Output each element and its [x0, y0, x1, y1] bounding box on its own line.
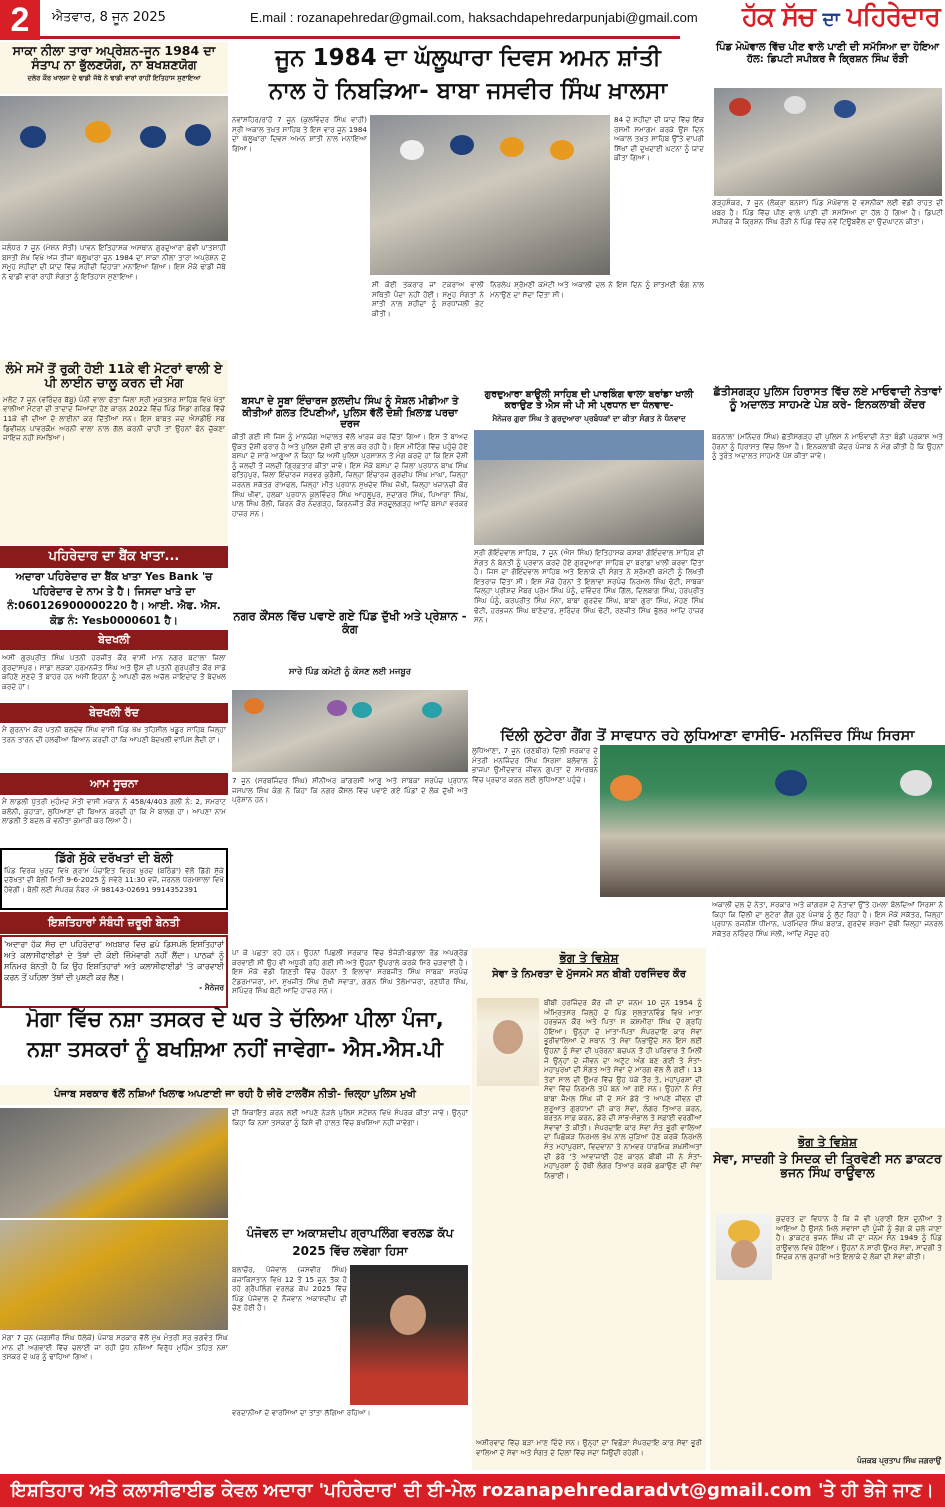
- notice-text: ਅਸੀਂ ਗੁਰਪ੍ਰੀਤ ਸਿੰਘ ਪਤਨੀ ਹਰਜੀਤ ਕੌਰ ਵਾਸੀ ਮਾਨ ਨਗਰ ਬਟਾਲਾ ਜਿਲਾ ਗੁਰਦਾਸਪੁਰ। ਸਾਡਾ ਲੜਕਾ ਹਰਮਨਜੋਤ ਸਿੰਘ ਅਤੇ ਉਸ ਦੀ ਪਤਨੀ ਗੁਰਪ੍ਰੀਤ ਕੌਰ ਸਾਡੇ ਕਹਿਣੇ ਸੁਣਦੇ ਤੋਂ ਬਾਹਰ ਹਨ ਅਸੀਂ ਇਹਨਾਂ ਨੂੰ ਆਪਣੀ ਚੱਲ ਅਚੱਲ ਜਾਇਦਾਦ ਤੋਂ ਬੇਦਖਲ ਕਰਦੇ ਹਾਂ।: [2, 653, 226, 691]
- photo-police-jcb: [0, 1220, 228, 1330]
- bhog-body-end: ਅਸ਼ੀਰਵਾਦ ਵਿੱਚ ਬੜਾ ਮਾਣ ਦਿੰਦੇ ਸਨ। ਉਨ੍ਹਾਂ ਦਾ ਵਿਛੋੜਾ ਸੰਪਰਦਾਇ ਕਾਰ ਸੇਵਾ ਭੂਰੀ ਵਾਲਿਆਂ ਦੇ ਸੇਵਾ ਅਤੇ ਸੰਗਤ ਦੇ ਦਿਲਾਂ ਵਿੱਚ ਸਦਾ ਜਿਉਂਦੀ ਰਹੇਗੀ।: [476, 1438, 702, 1457]
- bhog-body: ਬੀਬੀ ਹਰਜਿੰਦਰ ਕੌਰ ਜੀ ਦਾ ਜਨਮ 10 ਜੂਨ 1954 ਨੂੰ ਅੰਮ੍ਰਿਤਸਰ ਜ਼ਿਲ੍ਹੇ ਦੇ ਪਿੰਡ ਸੁਲਤਾਨਵਿੰਡ ਵਿਖੇ ਮਾਤਾ ਹਰਭਜਨ ਕੌਰ ਅਤੇ ਪਿਤਾ ਸ ਕਸ਼ਮੀਰਾ ਸਿੰਘ ਦੇ ਗ੍ਰਹਿ ਹੋਇਆ। ਉਨ੍ਹਾਂ ਦੇ ਮਾਤਾ-ਪਿਤਾ ਸੰਪਰਦਾਇ ਕਾਰ ਸੇਵਾ ਭੂਰੀਵਾਲਿਆਂ ਦੇ ਸਥਾਨ 'ਤੇ ਸੇਵਾ ਨਿਭਾਉਂਦੇ ਸਨ ਇਸ ਲਈ ਉਹਨਾਂ ਨੂੰ ਸੇਵਾ ਦੀ ਪ੍ਰੇਰਨਾ ਬਚਪਨ ਤੋਂ ਹੀ ਪਰਿਵਾਰ ਤੋਂ ਮਿਲੀ ਜੋ ਉਨ੍ਹਾਂ ਦੇ ਜੀਵਨ ਦਾ ਅਟੁੱਟ ਅੰਗ ਬਣ ਗਈ ਤੇ ਸੰਤਾਂ-ਮਹਾਪੁਰਖਾਂ ਦੀ ਸੰਗਤ ਅਤੇ ਸੇਵਾ ਦੇ ਮਾਰਗ ਵੱਲ ਲੈ ਗਈ। 13 ਤੇਰਾਂ ਸਾਲ ਦੀ ਉਮਰ ਵਿੱਚ ਉਹ ਪੱਕੇ ਤੌਰ ਤੇ, ਮਹਾਂਪੁਰਸ਼ਾਂ ਦੀ ਸੇਵਾ ਵਿੱਚ ਨਿਰਮਲੇ ਤਪੋ ਬਨ ਆ ਗਏ ਸਨ। ਉਹਨਾਂ ਨੇ ਸੰਤ ਬਾਬਾ ਜੈਮਲ ਸਿੰਘ ਜੀ ਦੇ ਸਮੇਂ ਡੇਰੇ 'ਤੇ ਆਪਣੇ ਜੀਵਨ ਦੀ ਸ਼ੁਰੂਆਤ ਗੁਰਧਾਮਾਂ ਦੀ ਕਾਰ ਸੇਵਾ, ਲੰਗਰ ਤਿਆਰ ਕਰਨ, ਬਰਤਨ ਸਾਫ਼ ਕਰਨ, ਡੇਰੇ ਦੀ ਸਾਂਭ-ਸੰਭਾਲ ਤੇ ਸਫ਼ਾਈ ਵਰਗੀਆਂ ਸੇਵਾਵਾਂ ਤੋਂ ਕੀਤੀ। ਸੰਪਰਦਾਇ ਕਾਰ ਸੇਵਾ ਸੰਤ ਭੂਰੀ ਵਾਲਿਆਂ ਦਾ ਪਿਛੋਕੜ ਨਿਰਮਲ ਭੇਖ ਨਾਲ ਜੁੜਿਆ ਹੋਣ ਕਰਕੇ ਨਿਰਮਲੇ ਸੰਤ ਮਹਾਂਪੁਰਸ਼ਾਂ, ਵਿਦਵਾਨਾਂ ਤੇ ਨਾਮਵਰ ਧਾਰਮਿਕ ਸ਼ਖ਼ਸੀਅਤਾਂ ਦੀ ਡੇਰੇ 'ਤੇ ਆਵਾਜਾਈ ਹੋਣ ਕਾਰਨ ਬੀਬੀ ਜੀ ਨੇ ਸੰਤਾਂ-ਮਹਾਂਪੁਰਸ਼ਾਂ ਨੂੰ ਹੱਥੀਂ ਲੰਗਰ ਤਿਆਰ ਕਰਕੇ ਛਕਾਉਣ ਦੀ ਸੇਵਾ ਨਿਭਾਈ।: [544, 998, 702, 1180]
- lead-body: ਨਿਰਲੇਪ ਸ਼੍ਰੋਮਣੀ ਕਮੇਟੀ ਅਤੇ ਅਕਾਲੀ ਦਲ ਨੇ ਇਸ ਦਿਨ ਨੂੰ ਸ਼ਾਂਤਮਈ ਢੰਗ ਨਾਲ ਮਨਾਉਣ ਦਾ ਸੱਦਾ ਦਿੱਤਾ ਸੀ।: [490, 280, 704, 299]
- article-motor-line: [0, 360, 228, 545]
- photo-bhajan-singh: [716, 1214, 772, 1280]
- grappling-body: ਵਰਦਾਨੀਆਂ ਦੇ ਵਾਰਸਿਆਂ ਦਾ ਤਾਂਤਾ ਲੱਗਿਆ ਰਹਿਆ।: [232, 1408, 371, 1417]
- bsp-body: ਕੀਤੀ ਗਈ ਸੀ ਜਿਸ ਨੂੰ ਮਾਨਯੋਗ ਅਦਾਲਤ ਵੱਲੋਂ ਖਾਰਜ ਕਰ ਦਿੱਤਾ ਗਿਆ। ਇਸ ਤੋਂ ਬਾਅਦ ਉਕਤ ਦੋਸ਼ੀ ਫਰਾਰ ਹੈ ਅਤੇ ਪੁਲਿਸ ਦੋਸ਼ੀ ਦੀ ਭਾਲ ਕਰ ਰਹੀ ਹੈ। ਇਸ ਮੀਟਿੰਗ ਵਿੱਚ ਪਹੁੰਚੇ ਹੋਏ ਬਸਪਾ ਦੇ ਸਾਰੇ ਆਗੂਆਂ ਨੇ ਕਿਹਾ ਕਿ ਅਸੀਂ ਪੁਲਿਸ ਪ੍ਰਸਾਸ਼ਨ ਤੋਂ ਮੰਗ ਕਰਦੇ ਹਾਂ ਕਿ ਇਸ ਦੋਸ਼ੀ ਨੂੰ ਜਲਦੀ ਤੋਂ ਜਲਦੀ ਗ੍ਰਿਫ਼ਤਾਰ ਕੀਤਾ ਜਾਵੇ। ਇਸ ਮੌਕੇ ਬਸਪਾ ਦੇ ਜ਼ਿਲਾ ਪ੍ਰਧਾਨ ਬਾਘ ਸਿੰਘ ਫਤਿਹਪੁਰ, ਜ਼ਿਲਾ ਇੰਚਾਰਜ ਸਰਵਰ ਕੁਰੈਸ਼ੀ, ਜ਼ਿਲ੍ਹਾ ਇੰਚਾਰਜ ਗੁਰਦੀਪ ਸਿੰਘ ਮਾਘਾ, ਜ਼ਿਲ੍ਹਾ ਜਰਨਲ ਸਕੱਤਰ ਰਾਮਫਲ, ਜ਼ਿਲ੍ਹਾ ਮੀਤ ਪ੍ਰਧਾਨ ਸੁਖਦੇਵ ਸਿੰਘ ਜ਼ੋਖੀ, ਜ਼ਿਲ੍ਹਾ ਖਜ਼ਾਨਚੀ ਕੌਰ ਸਿੰਘ ਖੀਵਾ, ਹਲਕਾ ਪ੍ਰਧਾਨ ਕੁਲਵਿੰਦਰ ਸਿੰਘ ਆਹਲੂਪੁਰ, ਸੁਦਾਗਰ ਸਿੰਘ, ਪਿਆਰਾ ਸਿੰਘ, ਪਾਲ ਸਿੰਘ ਰੌਲੀ, ਕਿਰਨ ਕੌਰ ਨੰਦਗੜ੍ਹ, ਕਿਰਨਜੀਤ ਕੌਰ ਸਰਦੂਲਗੜ੍ਹ ਆਦਿ ਬਸਪਾ ਵਰਕਰ ਹਾਜ਼ਰ ਸਨ।: [232, 432, 468, 518]
- footer-ad-notice: ਇਸ਼ਤਿਹਾਰ ਅਤੇ ਕਲਾਸੀਫਾਈਡ ਕੇਵਲ ਅਦਾਰਾ 'ਪਹਿਰੇਦਾਰ' ਦੀ ਈ-ਮੇਲ rozanapehredaradvt@gmail.com 'ਤੇ ਹੀ ਭੇਜੇ ਜਾਣ।: [0, 1474, 945, 1507]
- bhog-feature-bhajan-singh: [710, 1128, 945, 1470]
- header-rule: [40, 36, 680, 39]
- chhattisgarh-body: ਬਰਨਾਲਾ (ਮਨਿੰਦਰ ਸਿੰਘ) ਛੱਤੀਸਗੜ੍ਹ ਦੀ ਪੁਲਿਸ ਨੇ ਮਾਓਵਾਦੀ ਨੇਤਾ ਬੰਡੀ ਪ੍ਰਕਾਸ਼ ਅਤੇ ਹੋਰਨਾਂ ਨੂੰ ਹਿਰਾਸਤ ਵਿੱਚ ਲਿਆ ਹੈ। ਇਨਕਲਾਬੀ ਕੇਂਦਰ ਪੰਜਾਬ ਨੇ ਮੰਗ ਕੀਤੀ ਹੈ ਕਿ ਉਹਨਾਂ ਨੂੰ ਤੁਰੰਤ ਅਦਾਲਤ ਸਾਹਮਣੇ ਪੇਸ਼ ਕੀਤਾ ਜਾਵੇ।: [712, 432, 943, 461]
- lead-headline: [232, 42, 704, 108]
- bank-details: ਅਦਾਰਾ ਪਹਿਰੇਦਾਰ ਦਾ ਬੈਂਕ ਖਾਤਾ Yes Bank 'ਚ ਪਹਿਰੇਦਾਰ ਦੇ ਨਾਮ ਤੇ ਹੈ। ਜਿਸਦਾ ਖਾਤੇ ਦਾ ਨੰ:060126900000220 ਹੈ। ਆਈ. ਐਫ. ਐਸ. ਕੋਡ ਨੰ: Yesb0000601 ਹੈ।: [0, 569, 228, 630]
- auction-notice: [0, 848, 228, 910]
- moga-subheadline: ਪੰਜਾਬ ਸਰਕਾਰ ਵੱਲੋਂ ਨਸ਼ਿਆਂ ਖਿਲਾਫ ਅਪਣਾਈ ਜਾ ਰਹੀ ਹੈ ਜ਼ੀਰੋ ਟਾਲਰੈਂਸ ਨੀਤੀ- ਜ਼ਿਲ੍ਹਾ ਪੁਲਿਸ ਮੁਖੀ: [0, 1085, 470, 1105]
- kang-subheadline: ਸਾਰੇ ਪਿੰਡ ਕਮੇਟੀ ਨੂੰ ਕੋਸਣ ਲਈ ਮਜਬੂਰ: [288, 667, 412, 677]
- gurdwara-headline: ਗੁਰਦੁਆਰਾ ਬਾਉਲੀ ਸਾਹਿਬ ਦੀ ਪਾਰਕਿੰਗ ਵਾਲਾ ਬਰਾਂਡਾ ਖਾਲੀ ਕਰਾਉਣ ਤੇ ਐਸ ਜੀ ਪੀ ਸੀ ਪ੍ਰਧਾਨ ਦਾ ਧੰਨਵਾਦ-: [484, 389, 694, 411]
- previous-article-body: ਪਾ ਕੇ ਪਛਤਾ ਰਹੇ ਹਨ। ਉਹਨਾਂ ਪਿਛਲੀ ਸਰਕਾਰ ਵਿੱਚ ਝੰਜੇੜੀ-ਬਡਾਲਾ ਰੋਡ ਅਪਗ੍ਰੇਡ ਕਰਵਾਈ ਸੀ ਉਹ ਵੀ ਅਧੂਰੀ ਰਹਿ ਗਈ ਸੀ ਅਤੇ ਉਹਨਾਂ ਉਪਰਾਲੇ ਕਰਕੇ ਸਿਰੇ ਚੜਵਾਈ ਹੈ। ਇਸ ਮੌਕੇ ਵੱਡੀ ਗਿਣਤੀ ਵਿੱਚ ਹੋਰਨਾਂ ਤੋਂ ਇਲਾਵਾ ਸਰਬਜੀਤ ਸਿੰਘ ਸਾਬਕਾ ਸਰਪੰਚ ਟੋਡਰਮਾਜਰਾ, ਮਾ. ਸੁਖਜੀਤ ਸਿੰਘ ਸੁੱਖੀ ਸਵਾੜਾ, ਗਗਨ ਸਿੰਘ ਤੋਲੇਮਾਜਰਾ, ਰਣਧੀਰ ਸਿੰਘ, ਸਪਿੰਦਰ ਸਿੰਘ ਬੱਟੀ ਆਦਿ ਹਾਜ਼ਰ ਸਨ।: [232, 948, 468, 996]
- ads-disclaimer: [0, 935, 228, 1008]
- kang-body: 7 ਜੂਨ (ਸਰਬਜਿੰਦਰ ਸਿੰਘ) ਸੀਨੀਅਰ ਕਾਂਗਰਸੀ ਆਗੂ ਅਤੇ ਸਾਬਕਾ ਸਰਪੰਚ ਪ੍ਰਧਾਨ ਜਸਪਾਲ ਸਿੰਘ ਕੰਗ ਨੇ ਕਿਹਾ ਕਿ ਨਗਰ ਕੌਂਸਲ ਵਿੱਚ ਪਵਾਏ ਗਏ ਪਿੰਡਾਂ ਦੇ ਲੋਕ ਦੁੱਖੀ ਅਤੇ ਪ੍ਰੇਸ਼ਾਨ ਹਨ।: [232, 776, 468, 805]
- moga-body: ਦੀ ਸ਼ਿਕਾਇਤ ਕਰਨ ਲਈ ਆਪਣੇ ਨੇੜਲੇ ਪੁਲਿਸ ਸਟੇਸ਼ਨ ਵਿਖੇ ਸੰਪਰਕ ਕੀਤਾ ਜਾਵੇ। ਉਨ੍ਹਾਂ ਕਿਹਾ ਕਿ ਨਸ਼ਾ ਤਸਕਰਾਂ ਨੂੰ ਕਿਸੇ ਵੀ ਹਾਲਤ ਵਿੱਚ ਬਖਸ਼ਿਆ ਨਹੀਂ ਜਾਵੇਗਾ।: [232, 1108, 468, 1127]
- bhog-headline: ਸੇਵਾ ਤੇ ਨਿਮਰਤਾ ਦੇ ਮੁੱਜਸਮੇ ਸਨ ਬੀਬੀ ਹਰਜਿੰਦਰ ਕੌਰ: [492, 968, 686, 980]
- disclaimer-text: 'ਅਦਾਰਾ ਹੱਕ ਸੱਚ ਦਾ ਪਹਿਰੇਦਾਰ' ਅਖ਼ਬਾਰ ਵਿਚ ਛਪੇ ਡਿਸਪਲੇ ਇਸ਼ਤਿਹਾਰਾਂ ਅਤੇ ਕਲਾਸੀਫਾਈਡਾਂ ਦੇ ਤੱਥਾਂ ਦੀ ਕੋਈ ਜ਼ਿੰਮੇਵਾਰੀ ਨਹੀਂ ਲੈਂਦਾ। ਪਾਠਕਾਂ ਨੂੰ ਸਨਿਮਰ ਬੇਨਤੀ ਹੈ ਕਿ ਉਹ ਇਸ਼ਤਿਹਾਰਾਂ ਅਤੇ ਕਲਾਸੀਫਾਈਡਾਂ 'ਤੇ ਕਾਰਵਾਈ ਕਰਨ ਤੋਂ ਪਹਿਲਾ ਤੱਥਾਂ ਦੀ ਪੁਸ਼ਟੀ ਕਰ ਲੈਣ।: [4, 940, 224, 982]
- delhi-body-continued: ਅਕਾਲੀ ਦਲ ਦੇ ਨੇਤਾ, ਸਰਕਾਰ ਅਤੇ ਕਾਂਗਰਸ ਦੇ ਨੇਤਾਵਾਂ ਉੱਤੇ ਹਮਲਾ ਬੋਲਦਿਆਂ ਸਿਰਸਾ ਨੇ ਕਿਹਾ ਕਿ ਦਿੱਲੀ ਦਾ ਲੁਟੇਰਾ ਗੈਂਗ ਹੁਣ ਪੰਜਾਬ ਨੂੰ ਲੁੱਟ ਰਿਹਾ ਹੈ। ਇਸ ਮੌਕੇ ਸਕੱਤਰ, ਜ਼ਿਲ੍ਹਾ ਪ੍ਰਧਾਨ ਰਜਨੀਸ਼ ਧੀਮਾਨ, ਪਰਮਿੰਦਰ ਸਿੰਘ ਬਰਾੜ, ਗੁਰਦੇਵ ਸ਼ਰਮਾ ਦੇਬੀ ਜ਼ਿਲ੍ਹਾ ਜਨਰਲ ਸਕੱਤਰ ਨਰਿੰਦਰ ਸਿੰਘ ਮੱਲੀ, ਆਦਿ ਮੌਜੂਦ ਰਹੇ: [712, 900, 943, 938]
- bhog-body: ਕੁਦਰਤ ਦਾ ਵਿਧਾਨ ਹੈ ਕਿ ਜੋ ਵੀ ਪ੍ਰਾਣੀ ਇਸ ਦੁਨੀਆਂ ਤੇ ਆਇਆ ਹੈ ਉਸਨੇ ਮਿਲੇ ਸਵਾਸਾਂ ਦੀ ਪੂੰਜੀ ਨੂੰ ਭੋਗ ਕੇ ਚਲੇ ਜਾਣਾ ਹੈ। ਡਾਕਟਰ ਭਜਨ ਸਿੰਘ ਜੀ ਦਾ ਜਨਮ ਸੰਨ 1949 ਨੂੰ ਪਿੰਡ ਰਾਊਵਾਲ ਵਿਖੇ ਹੋਇਆ। ਉਹਨਾਂ ਨੇ ਸਾਰੀ ਉਮਰ ਸੇਵਾ, ਸਾਦਗੀ ਤੇ ਸਿਦਕ ਨਾਲ ਗੁਜ਼ਾਰੀ ਅਤੇ ਇਲਾਕੇ ਦੇ ਲੋਕਾਂ ਦੀ ਸੇਵਾ ਕੀਤੀ।: [776, 1214, 942, 1262]
- bhog-headline: ਸੇਵਾ, ਸਾਦਗੀ ਤੇ ਸਿਦਕ ਦੀ ਤ੍ਰਿਵੇਣੀ ਸਨ ਡਾਕਟਰ ਭਜਨ ਸਿੰਘ ਰਾਊਵਾਲ: [713, 1150, 942, 1181]
- photo-saka-event: [0, 96, 228, 241]
- masthead-logo: ਹੱਕ ਸੱਚ ਦਾ ਪਹਿਰੇਦਾਰ: [742, 2, 940, 32]
- moga-body: ਮੋਗਾ 7 ਜੂਨ (ਜਗਸੀਰ ਸਿੰਘ ਧੱਲੇਕੇ) ਪੰਜਾਬ ਸਰਕਾਰ ਵੱਲੋਂ ਮੁੱਖ ਮੰਤਰੀ ਸ੍ਰ ਭਗਵੰਤ ਸਿੰਘ ਮਾਨ ਦੀ ਅਗਵਾਈ ਵਿੱਚ ਚਲਾਈ ਜਾ ਰਹੀ ਯੁੱਧ ਨਸ਼ਿਆਂ ਵਿਰੁੱਧ ਮੁਹਿੰਮ ਤਹਿਤ ਨਸ਼ਾ ਤਸਕਰ ਦੇ ਘਰ ਨੂੰ ਢਾਹਿਆ ਗਿਆ।: [2, 1333, 228, 1362]
- disclaimer-sign: - ਮੈਨੇਜਰ: [199, 983, 224, 992]
- gurdwara-subheadline: ਮੈਨੇਜਰ ਗੁਰਾ ਸਿੰਘ ਤੇ ਗੁਰਦੁਆਰਾ ਪ੍ਰਬੰਧਕਾਂ ਦਾ ਕੀਤਾ ਸੰਗਤ ਨੇ ਧੰਨਵਾਦ: [492, 414, 686, 423]
- delhi-body: ਲੁਧਿਆਣਾ, 7 ਜੂਨ (ਰਣਬੀਰ) ਦਿੱਲੀ ਸਰਕਾਰ ਦੇ ਮੰਤਰੀ ਮਨਜਿੰਦਰ ਸਿੰਘ ਸਿਰਸਾ ਬਲੋਵਾਲ ਨੂੰ ਭਾਜਪਾ ਉਮੀਦਵਾਰ ਜੀਵਨ ਗੁਪਤਾ ਦੇ ਸਮਰਥਨ ਵਿੱਚ ਪ੍ਰਚਾਰ ਕਰਨ ਲਈ ਲੁਧਿਆਣਾ ਪਹੁੰਚੇ।: [472, 746, 598, 784]
- photo-gurdwara-sangat: [474, 430, 704, 545]
- chhattisgarh-headline: ਛੱਤੀਸਗੜ੍ਹ ਪੁਲਿਸ ਹਿਰਾਸਤ ਵਿੱਚ ਲਏ ਮਾਓਵਾਦੀ ਨੇਤਾਵਾਂ ਨੂੰ ਅਦਾਲਤ ਸਾਹਮਣੇ ਪੇਸ਼ ਕਰੇ- ਇਨਕਲਾਬੀ ਕੇਂਦਰ: [713, 385, 942, 411]
- bhog-kicker: ਭੋਗ ਤੇ ਵਿਸ਼ੇਸ਼: [559, 951, 619, 965]
- header-email: E.mail : rozanapehredar@gmail.com, haksachdapehredarpunjabi@gmail.com: [250, 10, 698, 25]
- photo-demolition: [0, 1108, 228, 1218]
- issue-date: ਐਤਵਾਰ, 8 ਜੂਨ 2025: [52, 10, 166, 25]
- headline: ਸਾਕਾ ਨੀਲਾ ਤਾਰਾ ਅਪ੍ਰੇਸ਼ਨ-ਜੂਨ 1984 ਦਾ ਸੰਤਾਪ ਨਾ ਭੁੱਲਣਯੋਗ, ਨਾ ਬਖਸ਼ਣਯੋਗ: [12, 43, 216, 73]
- notice-text: ਮੈਂ ਲਾਡਲੀ ਪੁੱਤਰੀ ਮੁਹੰਮਦ ਮੋਤੀ ਵਾਸੀ ਮਕਾਨ ਨੰ 458/4/403 ਗਲੀ ਨੰ: 2, ਸਮਰਾਟ ਕਲੋਨੀ, ਕੁਹਾੜਾ, ਲੁਧਿਆਣਾ ਦੀ ਬਿਆਨ ਕਰਦੀ ਹਾਂ ਕਿ ਮੈਂ ਬਾਲਗ ਹਾਂ। ਆਪਣਾ ਨਾਮ ਲਾਡਲੀ ਤੋਂ ਬਦਲ ਕੇ ਵਨੀਤਾ ਕੁਮਾਰੀ ਕਰ ਲਿਆ ਹੈ।: [2, 797, 226, 826]
- moga-headline-line2: ਨਸ਼ਾ ਤਸਕਰਾਂ ਨੂੰ ਬਖਸ਼ਿਆ ਨਹੀਂ ਜਾਵੇਗਾ- ਐਸ.ਐਸ.ਪੀ: [27, 1037, 443, 1061]
- moga-headline: [0, 1004, 470, 1064]
- lead-headline-line1: ਜੂਨ 1984 ਦਾ ਘੱਲੂਘਾਰਾ ਦਿਵਸ ਅਮਨ ਸ਼ਾਂਤੀ: [275, 45, 661, 71]
- bhog-kicker: ਭੋਗ ਤੇ ਵਿਸ਼ੇਸ਼: [797, 1135, 858, 1149]
- page-number: 2: [0, 0, 40, 40]
- auction-heading: ਡਿੱਗੇ ਸੁੱਕੇ ਦਰੱਖਤਾਂ ਦੀ ਬੋਲੀ: [55, 851, 173, 865]
- gurdwara-body: ਸ੍ਰੀ ਗੋਇੰਦਵਾਲ ਸਾਹਿਬ, 7 ਜੂਨ (ਐਸ ਸਿੰਘ) ਇਤਿਹਾਸਕ ਕਸਬਾ ਗੋਇੰਦਵਾਲ ਸਾਹਿਬ ਦੀ ਸੰਗਤ ਨੇ ਬੇਨਤੀ ਨੂੰ ਪ੍ਰਵਾਨ ਕਰਦੇ ਹੋਏ ਗੁਰਦੁਆਰਾ ਸਾਹਿਬ ਦਾ ਬਰਾਂਡਾ ਖਾਲੀ ਕਰਵਾ ਦਿੱਤਾ ਹੈ। ਜਿਸ ਦਾ ਗੋਇੰਦਵਾਲ ਸਾਹਿਬ ਅਤੇ ਇਲਾਕੇ ਦੀ ਸੰਗਤ ਨੇ ਸ਼੍ਰੋਮਣੀ ਕਮੇਟੀ ਨੂੰ ਲਿਖਤੀ ਇਤਰਾਜ਼ ਦਿੱਤਾ ਸੀ। ਇਸ ਮੌਕੇ ਹੋਰਨਾਂ ਤੋਂ ਇਲਾਵਾ ਸਰਪੰਚ ਨਿਰਮਲ ਸਿੰਘ ਢੋਟੀ, ਸਾਬਕਾ ਜ਼ਿਲ੍ਹਾ ਪ੍ਰੀਸ਼ਦ ਮੈਂਬਰ ਪ੍ਰੇਮ ਸਿੰਘ ਪੰਨੂੰ, ਦਵਿੰਦਰ ਸਿੰਘ ਗਿੱਲ, ਦਿਲਬਾਗ ਸਿੰਘ, ਹਰਪ੍ਰੀਤ ਸਿੰਘ ਪੰਨੂੰ, ਕਰਪ੍ਰੀਤ ਸਿੰਘ ਮੇਨਾ, ਬਾਬਾ ਗੁਰਦੇਵ ਸਿੰਘ, ਬਾਬਾ ਗੁਰਾ ਸਿੰਘ, ਮੋਹਣ ਸਿੰਘ ਢੋਟੀ, ਹਰਭਜਨ ਸਿੰਘ ਥਾਣੇਦਾਰ, ਸੁਰਿੰਦਰ ਸਿੰਘ ਢੋਟੀ, ਰਣਜੀਤ ਸਿੰਘ ਭੁੱਲਰ ਆਦਿ ਹਾਜ਼ਰ ਸਨ।: [474, 548, 704, 625]
- bhog-feature-harjinder-kaur: [472, 948, 706, 1470]
- delhi-headline: ਦਿੱਲੀ ਲੁਟੇਰਾ ਗੈਂਗ ਤੋਂ ਸਾਵਧਾਨ ਰਹੇ ਲੁਧਿਆਣਾ ਵਾਸੀਓ- ਮਨਜਿੰਦਰ ਸਿੰਘ ਸਿਰਸਾ: [500, 728, 915, 744]
- bsp-headline: ਬਸਪਾ ਦੇ ਸੂਬਾ ਇੰਚਾਰਜ ਕੁਲਦੀਪ ਸਿੰਘ ਨੂੰ ਸੋਸ਼ਲ ਮੀਡੀਆ ਤੇ ਕੀਤੀਆਂ ਗਲਤ ਟਿੱਪਣੀਆਂ, ਪੁਲਿਸ ਵੱਲੋਂ ਦੋਸ਼ੀ ਖ਼ਿਲਾਫ਼ ਪਰਚਾ ਦਰਜ: [241, 396, 459, 430]
- article-body: ਜਲੰਧਰ 7 ਜੂਨ (ਮੇਸ਼ਨ ਸੋਤੀ) ਪਾਵਨ ਇਤਿਹਾਸਕ ਅਸਥਾਨ ਗੁਰਦੁਆਰਾ ਛੇਵੀਂ ਪਾਤਸ਼ਾਹੀ ਬਸਤੀ ਸ਼ੇਖ ਵਿਖੇ ਅੱਜ ਤੀਜਾ ਘੱਲੂਘਾਰਾ ਜੂਨ 1984 ਦਾ ਸਾਕਾ ਨੀਲਾ ਤਾਰਾ ਅਪ੍ਰੇਸ਼ਨ ਦੇ ਸਮੂਹ ਸ਼ਹੀਦਾਂ ਦੀ ਯਾਦ ਵਿੱਚ ਸ਼ਹੀਦੀ ਦਿਹਾੜਾ ਮਨਾਇਆ ਗਿਆ। ਇਸ ਮੌਕੇ ਢਾਡੀ ਜੱਥੇ ਨੇ ਢਾਡੀ ਵਾਰਾਂ ਰਾਹੀਂ ਸੰਗਤਾਂ ਨੂੰ ਇਤਿਹਾਸ ਸੁਣਾਇਆ।: [2, 243, 226, 281]
- lead-headline-line2: ਨਾਲ ਹੋ ਨਿਬੜਿਆ- ਬਾਬਾ ਜਸਵੀਰ ਸਿੰਘ ਖ਼ਾਲਸਾ: [268, 78, 668, 104]
- notice-text: ਮੈਂ ਗੁਰਨਾਮ ਕੌਰ ਪਤਨੀ ਬਲਦੇਵ ਸਿੰਘ ਵਾਸੀ ਪਿੰਡ ਖੱਖ ਤਹਿਸੀਲ ਖਡੂਰ ਸਾਹਿਬ ਜਿਲ੍ਹਾ ਤਰਨ ਤਾਰਨ ਦੀ ਹਲਫੀਆ ਬਿਆਨ ਕਰਦੀ ਹਾਂ ਕਿ ਆਪਣੀ ਬੇਦਖਲੀ ਵਾਪਿਸ ਲੈਂਦੀ ਹਾਂ।: [2, 725, 226, 744]
- photo-water-event: [714, 88, 942, 196]
- photo-harjinder-kaur: [477, 998, 539, 1086]
- grappling-headline: ਪੰਜੋਵਲ ਦਾ ਅਕਾਸ਼ਦੀਪ ਗ੍ਰਾਪਲਿੰਗ ਵਰਲਡ ਕੱਪ 2025 ਵਿੱਚ ਲਵੇਗਾ ਹਿਸਾ: [246, 1226, 454, 1258]
- lead-body: 84 ਦੇ ਸ਼ਹੀਦਾਂ ਦੀ ਯਾਦ ਵਿੱਚ ਇੱਕ ਰਸਮੀ ਸਮਾਗਮ ਕਰਕੇ ਉਸ ਦਿਨ ਅਕਾਲ ਤਖ਼ਤ ਸਾਹਿਬ ਉੱਤੇ ਵਾਪਰੀ ਸਿੱਖਾਂ ਦੀ ਦੁਖਦਾਈ ਘਟਨਾ ਨੂੰ ਯਾਦ ਕੀਤਾ ਗਿਆ।: [614, 115, 704, 163]
- moga-headline-line1: ਮੋਗਾ ਵਿੱਚ ਨਸ਼ਾ ਤਸਕਰ ਦੇ ਘਰ ਤੇ ਚੱਲਿਆ ਪੀਲਾ ਪੰਜਾ,: [26, 1007, 444, 1031]
- photo-kang-group: [232, 690, 468, 772]
- bhog-author: ਪੰਜਕਬ ਪ੍ਰਤਾਪ ਸਿੰਘ ਜਗਰਾਉਂ: [857, 1456, 941, 1465]
- kang-headline: ਨਗਰ ਕੌਂਸਲ ਵਿੱਚ ਪਵਾਏ ਗਏ ਪਿੰਡ ਦੁੱਖੀ ਅਤੇ ਪ੍ਰੇਸ਼ਾਨ - ਕੰਗ: [233, 609, 467, 637]
- water-body: ਗੜ੍ਹਸ਼ੰਕਰ, 7 ਜੂਨ (ਲੋਕ੍ਰਾ ਬਨਸ਼ਾ) ਪਿੰਡ ਮੋਘੋਵਾਲ ਦੇ ਵਸਨੀਕਾਂ ਲਈ ਵੱਡੀ ਰਾਹਤ ਦੀ ਖ਼ਬਰ ਹੈ। ਪਿੰਡ ਵਿੱਚ ਪੀਣ ਵਾਲੇ ਪਾਣੀ ਦੀ ਸਮੱਸਿਆ ਦਾ ਹੱਲ ਹੋ ਗਿਆ ਹੈ। ਡਿਪਟੀ ਸਪੀਕਰ ਜੈ ਕ੍ਰਿਸ਼ਨ ਸਿੰਘ ਰੌੜੀ ਨੇ ਪਿੰਡ ਵਿੱਚ ਨਵੇਂ ਟਿਊਬਵੈੱਲ ਦਾ ਉਦਘਾਟਨ ਕੀਤਾ।: [712, 198, 943, 227]
- subheadline: ਦਲੇਰ ਕੌਰ ਖਾਲਸਾ ਦੇ ਢਾਡੀ ਜੱਥੇ ਨੇ ਢਾਡੀ ਵਾਰਾਂ ਰਾਹੀਂ ਇਤਿਹਾਸ ਸੁਣਾਇਆ: [27, 73, 201, 82]
- lead-body: ਸੀ ਕੋਈ ਤਕਰਾਰ ਜਾਂ ਟਕਰਾਅ ਵਾਲੀ ਸਥਿਤੀ ਪੈਦਾ ਨਹੀਂ ਹੋਈ। ਸਮੂਹ ਸੰਗਤਾਂ ਨੇ ਸ਼ਾਂਤੀ ਨਾਲ ਸ਼ਹੀਦਾਂ ਨੂੰ ਸ਼ਰਧਾਂਜਲੀ ਭੇਟ ਕੀਤੀ।: [372, 280, 484, 318]
- photo-sirsa-press: [600, 745, 945, 897]
- article-body: ਮਲੋਟ 7 ਜੂਨ (ਵਰਿੰਦਰ ਬੱਬੂ) ਪੰਨੀ ਵਾਲਾ ਫੱਤਾ ਜਿਲਾ ਸ੍ਰੀ ਮੁਕਤਸਰ ਸਾਹਿਬ ਵਿਖੇ ਖੇਤਾਂ ਵਾਲੀਆਂ ਮੋਟਰਾਂ ਦੀ ਤਾਦਾਦ ਜਿਆਦਾ ਹੋਣ ਕਾਰਨ 2022 ਵਿੱਚ ਪਿੰਡ ਮਿੱਡਾ ਗਰਿਡ ਵਿੱਚੋਂ 11ਕੇ ਵੀ ਦੀਆਂ ਦੋ ਲਾਈਨਾਂ ਕਰ ਦਿੱਤੀਆਂ ਸਨ। ਇਸ ਬਾਬਤ ਜਦ ਐਸਡੀਓ ਸਬ ਡਿਵੀਜ਼ਨ ਪਾਵਰਕੌਮ ਅਰਨੀ ਵਾਲਾ ਨਾਲ ਗੱਲ ਕਰਨੀ ਚਾਹੀ ਤਾਂ ਉਹਨਾਂ ਫੋਨ ਚੁੱਕਣਾ ਜਾਇਜ਼ ਨਹੀਂ ਸਮਝਿਆ।: [3, 394, 225, 443]
- grappling-body: ਬਲਾਚੌਰ, ਪੋਜੇਵਾਲ (ਜਸਵੀਰ ਸਿੰਘ) ਕਜ਼ਾਕਿਸਤਾਨ ਵਿਖੇ 12 ਤੋਂ 15 ਜੂਨ ਤੱਕ ਹੋ ਰਹੇ ਗ੍ਰੈਪਲਿੰਗ ਵਰਲਡ ਕੱਪ 2025 ਵਿੱਚ ਪਿੰਡ ਪੋਜੇਵਾਲ ਦੇ ਨੌਜਵਾਨ ਅਕਾਸ਼ਦੀਪ ਦੀ ਚੋਣ ਹੋਈ ਹੈ।: [232, 1265, 347, 1313]
- article-saka-header: [0, 42, 228, 94]
- bank-heading: ਪਹਿਰੇਦਾਰ ਦਾ ਬੈਂਕ ਖਾਤਾ...: [0, 546, 228, 568]
- photo-akashdeep: [350, 1265, 468, 1405]
- auction-text: ਪਿੰਡ ਵਿਰਕ ਖੁਰਦ ਵਿਖੇ ਗ੍ਰਾਮ ਪੰਚਾਇਤ ਵਿਰਕ ਖੁਰਦ (ਬਠਿੰਡਾ) ਵੱਲੋਂ ਡਿੱਗੇ ਸੁੱਕੇ ਦਰੱਖਤਾਂ ਦੀ ਬੋਲੀ ਮਿਤੀ 9-6-2025 ਨੂੰ ਸਵੇਰੇ 11:30 ਵਜੇ, ਜਰਨਲ ਧਰਮਸ਼ਾਲਾ ਵਿਖੇ ਹੋਵੇਗੀ। ਬੋਲੀ ਲਈ ਸੰਪਰਕ ਨੰਬਰ -ਮੋ 98143-02691 9914352391: [4, 865, 224, 894]
- headline: ਲੰਮੇ ਸਮੇਂ ਤੋਂ ਰੁਕੀ ਹੋਈ 11ਕੇ ਵੀ ਮੋਟਰਾਂ ਵਾਲੀ ਏ ਪੀ ਲਾਈਨ ਚਾਲੂ ਕਰਨ ਦੀ ਮੰਗ: [5, 361, 223, 391]
- notice-heading: ਬੇਦਖਲੀ: [0, 630, 228, 650]
- ads-disclaimer-heading: ਇਸ਼ਤਿਹਾਰਾਂ ਸੰਬੰਧੀ ਜ਼ਰੂਰੀ ਬੇਨਤੀ: [0, 912, 228, 934]
- photo-lead-event: [370, 115, 610, 275]
- notice-heading: ਆਮ ਸੂਚਨਾ: [0, 773, 228, 795]
- notice-heading: ਬੇਦਖਲੀ ਰੱਦ: [0, 703, 228, 723]
- water-headline: ਪਿੰਡ ਮੋਘੋਵਾਲ ਵਿੱਚ ਪੀਣ ਵਾਲੇ ਪਾਣੀ ਦੀ ਸਮੱਸਿਆ ਦਾ ਹੋਇਆ ਹੱਲ: ਡਿਪਟੀ ਸਪੀਕਰ ਜੈ ਕ੍ਰਿਸ਼ਨ ਸਿੰਘ ਰੌੜੀ: [715, 42, 940, 65]
- lead-body: ਨਵਾਂਸ਼ਹਿਰ/ਰਾਹੋਂ 7 ਜੂਨ (ਕੁਲਵਿੰਦਰ ਸਿੰਘ ਵਾਹੀ) ਸ੍ਰੀ ਅਕਾਲ ਤਖ਼ਤ ਸਾਹਿਬ ਤੇ ਇਸ ਵਾਰ ਜੂਨ 1984 ਦਾ ਘੱਲੂਘਾਰਾ ਦਿਵਸ ਅਮਨ ਸ਼ਾਂਤੀ ਨਾਲ ਮਨਾਇਆ ਗਿਆ।: [232, 115, 367, 153]
